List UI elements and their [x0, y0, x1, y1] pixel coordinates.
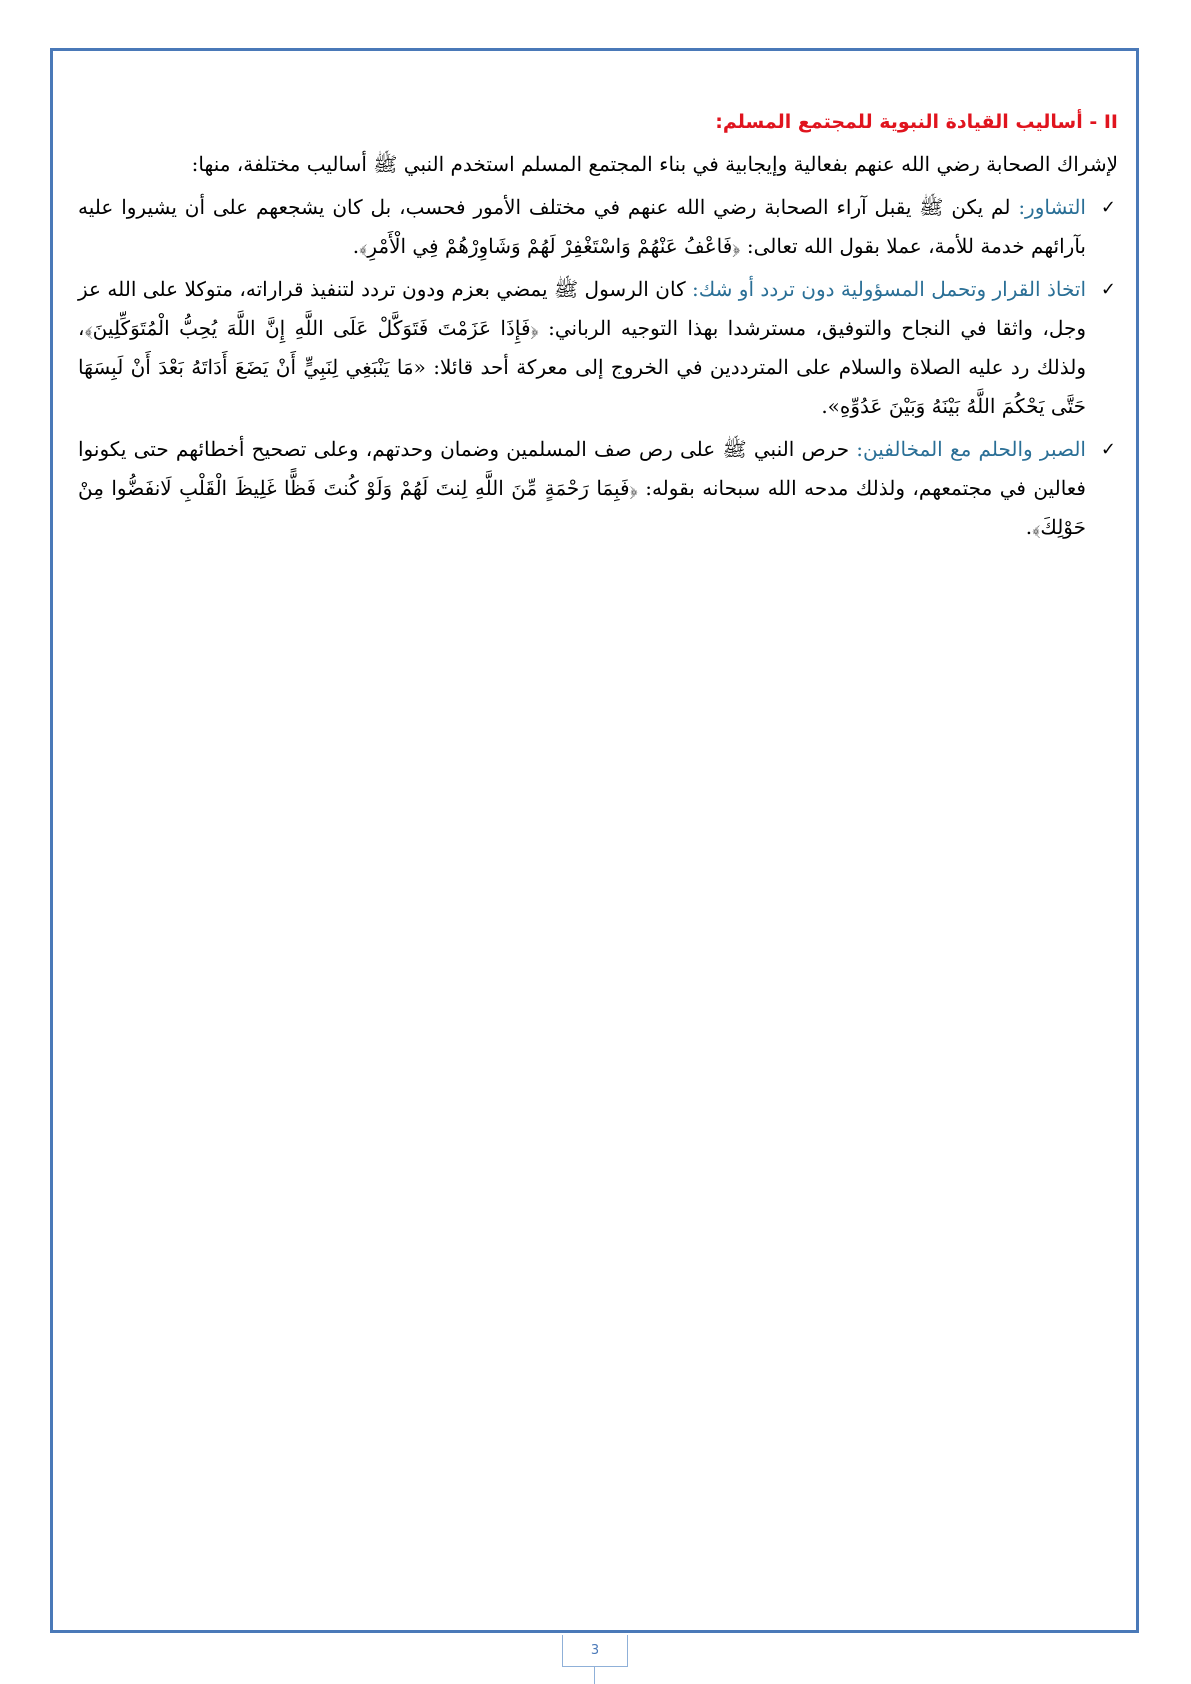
list-item — [78, 188, 1118, 266]
page-number: 3 — [562, 1635, 628, 1667]
page-number-line — [594, 1667, 595, 1684]
list-item — [78, 270, 1118, 426]
item-text: حرص النبي ﷺ على رص صف المسلمين وضمان وحدتهم، وعلى تصحيح أخطائهم حتى يكونوا فعالين في مجتمعهم، ولذلك مدحه الله سبحانه بقوله: ﴿فَبِمَا رَحْمَةٍ مِّنَ اللَّهِ لِنتَ لَهُمْ وَلَوْ كُنتَ فَظًّا غَلِيظَ الْقَلْبِ لَانفَضُّوا مِنْ حَوْلِكَ﴾. — [78, 437, 1086, 539]
intro-paragraph: لإشراك الصحابة رضي الله عنهم بفعالية وإيجابية في بناء المجتمع المسلم استخدم النبي ﷺ أساليب مختلفة، منها: — [191, 152, 1118, 176]
method-list — [78, 188, 1118, 547]
item-title: التشاور: — [1018, 195, 1086, 219]
item-title: الصبر والحلم مع المخالفين: — [856, 437, 1086, 461]
document-body — [78, 108, 1118, 551]
check-icon: ✓ — [1100, 197, 1116, 218]
check-icon: ✓ — [1100, 279, 1116, 300]
item-text: كان الرسول ﷺ يمضي بعزم ودون تردد لتنفيذ قراراته، متوكلا على الله عز وجل، واثقا في النجاح والتوفيق، مسترشدا بهذا التوجيه الرباني: ﴿فَإِذَا عَزَمْتَ فَتَوَكَّلْ عَلَى اللَّهِ إِنَّ اللَّهَ يُحِبُّ الْمُتَوَكِّلِينَ﴾، ولذلك رد عليه الصلاة والسلام على المترددين في الخروج إلى معركة أحد قائلا: «مَا يَنْبَغِي لِنَبِيٍّ أَنْ يَضَعَ أَدَاتَهُ بَعْدَ أَنْ لَبِسَهَا حَتَّى يَحْكُمَ اللَّهُ بَيْنَهُ وَبَيْنَ عَدُوِّهِ». — [78, 277, 1086, 418]
item-title: اتخاذ القرار وتحمل المسؤولية دون تردد أو شك: — [692, 277, 1086, 301]
check-icon: ✓ — [1100, 439, 1116, 460]
section-heading: II - أساليب القيادة النبوية للمجتمع المسلم: — [715, 111, 1118, 133]
item-text: لم يكن ﷺ يقبل آراء الصحابة رضي الله عنهم في مختلف الأمور فحسب، بل كان يشجعهم على أن يشيروا عليه بآرائهم خدمة للأمة، عملا بقول الله تعالى: ﴿فَاعْفُ عَنْهُمْ وَاسْتَغْفِرْ لَهُمْ وَشَاوِرْهُمْ فِي الْأَمْرِ﴾. — [78, 195, 1086, 258]
list-item — [78, 430, 1118, 547]
